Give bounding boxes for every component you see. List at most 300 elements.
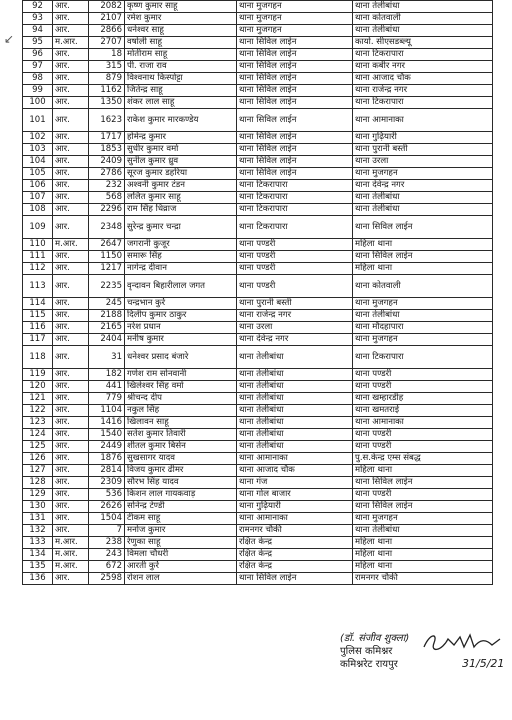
employee-name-cell: नरेश प्रधान [125, 322, 237, 334]
badge-no-cell: 2449 [89, 441, 125, 453]
rank-cell: आर. [53, 132, 89, 144]
rank-cell: आर. [53, 501, 89, 513]
serial-no-cell: 110 [23, 239, 53, 251]
new-posting-cell: थाना सिविल लाईन [353, 251, 493, 263]
serial-no-cell: 98 [23, 73, 53, 85]
employee-name-cell: मोतीराम साहू [125, 49, 237, 61]
table-row [23, 73, 493, 85]
current-posting-cell: रक्षित केन्द्र [237, 537, 353, 549]
table-row [23, 346, 493, 369]
rank-cell: आर. [53, 73, 89, 85]
table-row [23, 156, 493, 168]
employee-name-cell: धनेश्वर प्रसाद बंजारे [125, 346, 237, 369]
serial-no-cell: 94 [23, 25, 53, 37]
rank-cell: आर. [53, 156, 89, 168]
table-row [23, 49, 493, 61]
current-posting-cell: थाना तेलीबांधा [237, 346, 353, 369]
serial-no-cell: 118 [23, 346, 53, 369]
badge-no-cell: 2786 [89, 168, 125, 180]
new-posting-cell: थाना आजाद चौक [353, 73, 493, 85]
table-row [23, 25, 493, 37]
serial-no-cell: 121 [23, 393, 53, 405]
current-posting-cell: थाना उरला [237, 322, 353, 334]
badge-no-cell: 2404 [89, 334, 125, 346]
serial-no-cell: 115 [23, 310, 53, 322]
rank-cell: आर. [53, 13, 89, 25]
rank-cell: आर. [53, 441, 89, 453]
new-posting-cell: थाना मुजगहन [353, 334, 493, 346]
rank-cell: आर. [53, 489, 89, 501]
rank-cell: आर. [53, 417, 89, 429]
rank-cell: आर. [53, 49, 89, 61]
employee-name-cell: शंकर लाल साहू [125, 97, 237, 109]
new-posting-cell: थाना मुजगहन [353, 168, 493, 180]
current-posting-cell: थाना सिविल लाईन [237, 49, 353, 61]
current-posting-cell: थाना तेलीबांधा [237, 429, 353, 441]
rank-cell: आर. [53, 263, 89, 275]
rank-cell: आर. [53, 465, 89, 477]
new-posting-cell: थाना देवेन्द्र नगर [353, 180, 493, 192]
employee-name-cell: श्रीचन्द दीप [125, 393, 237, 405]
badge-no-cell: 2309 [89, 477, 125, 489]
badge-no-cell: 31 [89, 346, 125, 369]
new-posting-cell: कार्या. सीएसडब्ल्यू [353, 37, 493, 49]
table-row [23, 381, 493, 393]
rank-cell: आर. [53, 429, 89, 441]
new-posting-cell: थाना कोतवाली [353, 275, 493, 298]
new-posting-cell: थाना पण्डरी [353, 429, 493, 441]
current-posting-cell: थाना सिविल लाईन [237, 97, 353, 109]
employee-name-cell: मनोज कुमार [125, 525, 237, 537]
current-posting-cell: थाना गंज [237, 477, 353, 489]
transfer-list-document [22, 0, 492, 585]
serial-no-cell: 113 [23, 275, 53, 298]
employee-name-cell: खिलेश्वर सिंह वर्मा [125, 381, 237, 393]
table-row [23, 85, 493, 97]
table-row [23, 144, 493, 156]
current-posting-cell: थाना मुजगहन [237, 1, 353, 13]
new-posting-cell: थाना तेलीबांधा [353, 1, 493, 13]
serial-no-cell: 117 [23, 334, 53, 346]
employee-name-cell: खिलावन साहू [125, 417, 237, 429]
badge-no-cell: 2165 [89, 322, 125, 334]
badge-no-cell: 2866 [89, 25, 125, 37]
current-posting-cell: थाना पण्डरी [237, 239, 353, 251]
badge-no-cell: 2598 [89, 573, 125, 585]
rank-cell: आर. [53, 334, 89, 346]
current-posting-cell: रक्षित केन्द्र [237, 549, 353, 561]
rank-cell: आर. [53, 310, 89, 322]
current-posting-cell: थाना तेलीबांधा [237, 441, 353, 453]
badge-no-cell: 7 [89, 525, 125, 537]
new-posting-cell: थाना मौदहापारा [353, 322, 493, 334]
new-posting-cell: थाना खमतराई [353, 405, 493, 417]
serial-no-cell: 119 [23, 369, 53, 381]
table-row [23, 263, 493, 275]
serial-no-cell: 107 [23, 192, 53, 204]
employee-name-cell: मनीष कुमार [125, 334, 237, 346]
rank-cell: म.आर. [53, 561, 89, 573]
current-posting-cell: थाना टिकरापारा [237, 192, 353, 204]
rank-cell: आर. [53, 204, 89, 216]
signatory-office: कमिश्नरेट रायपुर [340, 659, 398, 670]
employee-name-cell: पी. राजा राव [125, 61, 237, 73]
employee-name-cell: वृन्दावन बिहारीलाल जगत [125, 275, 237, 298]
serial-no-cell: 112 [23, 263, 53, 275]
new-posting-cell: थाना पण्डरी [353, 369, 493, 381]
table-row [23, 489, 493, 501]
current-posting-cell: रामनगर चौकी [237, 525, 353, 537]
rank-cell: आर. [53, 61, 89, 73]
badge-no-cell: 1504 [89, 513, 125, 525]
employee-name-cell: रोशन लाल [125, 573, 237, 585]
serial-no-cell: 111 [23, 251, 53, 263]
badge-no-cell: 2409 [89, 156, 125, 168]
new-posting-cell: थाना तेलीबांधा [353, 204, 493, 216]
current-posting-cell: थाना आजाद चौक [237, 465, 353, 477]
rank-cell: आर. [53, 525, 89, 537]
employee-name-cell: ललित कुमार साहू [125, 192, 237, 204]
table-row [23, 417, 493, 429]
serial-no-cell: 101 [23, 109, 53, 132]
current-posting-cell: थाना तेलीबांधा [237, 369, 353, 381]
badge-no-cell: 2647 [89, 239, 125, 251]
serial-no-cell: 130 [23, 501, 53, 513]
current-posting-cell: थाना तेलीबांधा [237, 381, 353, 393]
table-row [23, 549, 493, 561]
rank-cell: आर. [53, 25, 89, 37]
employee-name-cell: रमेश कुमार [125, 13, 237, 25]
table-row [23, 573, 493, 585]
current-posting-cell: थाना सिविल लाईन [237, 61, 353, 73]
new-posting-cell: पु.स.केन्द्र एम्स संबद्ध [353, 453, 493, 465]
current-posting-cell: थाना सिविल लाईन [237, 573, 353, 585]
serial-no-cell: 92 [23, 1, 53, 13]
table-row [23, 537, 493, 549]
rank-cell: आर. [53, 192, 89, 204]
rank-cell: आर. [53, 144, 89, 156]
badge-no-cell: 879 [89, 73, 125, 85]
badge-no-cell: 1876 [89, 453, 125, 465]
new-posting-cell: थाना पुरानी बस्ती [353, 144, 493, 156]
current-posting-cell: थाना पुरानी बस्ती [237, 298, 353, 310]
current-posting-cell: थाना तेलीबांधा [237, 405, 353, 417]
serial-no-cell: 122 [23, 405, 53, 417]
current-posting-cell: थाना टिकरापारा [237, 216, 353, 239]
employee-name-cell: टीकम साहू [125, 513, 237, 525]
new-posting-cell: थाना तेलीबांधा [353, 192, 493, 204]
rank-cell: आर. [53, 477, 89, 489]
rank-cell: आर. [53, 405, 89, 417]
rank-cell: आर. [53, 109, 89, 132]
new-posting-cell: रामनगर चौकी [353, 573, 493, 585]
current-posting-cell: थाना देवेन्द्र नगर [237, 334, 353, 346]
transfer-table [22, 0, 493, 585]
serial-no-cell: 133 [23, 537, 53, 549]
rank-cell: आर. [53, 381, 89, 393]
signatory-designation: पुलिस कमिश्नर [340, 646, 393, 657]
new-posting-cell: थाना गुढ़ियारी [353, 132, 493, 144]
rank-cell: आर. [53, 298, 89, 310]
serial-no-cell: 116 [23, 322, 53, 334]
employee-name-cell: राम सिंह धिव्राज [125, 204, 237, 216]
current-posting-cell: थाना तेलीबांधा [237, 417, 353, 429]
current-posting-cell: थाना तेलीबांधा [237, 393, 353, 405]
table-row [23, 168, 493, 180]
margin-mark: ↙ [4, 32, 15, 46]
table-row [23, 322, 493, 334]
table-row [23, 13, 493, 25]
table-row [23, 393, 493, 405]
employee-name-cell: राकेश कुमार मारकण्डेय [125, 109, 237, 132]
current-posting-cell: थाना सिविल लाईन [237, 85, 353, 97]
current-posting-cell: थाना मुजगहन [237, 25, 353, 37]
current-posting-cell: थाना सिविल लाईन [237, 156, 353, 168]
serial-no-cell: 132 [23, 525, 53, 537]
table-row [23, 405, 493, 417]
employee-name-cell: दिलीप कुमार ठाकुर [125, 310, 237, 322]
badge-no-cell: 536 [89, 489, 125, 501]
table-row [23, 465, 493, 477]
badge-no-cell: 245 [89, 298, 125, 310]
table-row [23, 192, 493, 204]
table-row [23, 453, 493, 465]
new-posting-cell: महिला थाना [353, 263, 493, 275]
serial-no-cell: 93 [23, 13, 53, 25]
serial-no-cell: 135 [23, 561, 53, 573]
badge-no-cell: 2296 [89, 204, 125, 216]
employee-name-cell: सोनेन्द्र टेण्डी [125, 501, 237, 513]
new-posting-cell: थाना मुजगहन [353, 298, 493, 310]
employee-name-cell: सुखसागर यादव [125, 453, 237, 465]
new-posting-cell: थाना पण्डरी [353, 381, 493, 393]
employee-name-cell: रेणुका साहू [125, 537, 237, 549]
table-row [23, 477, 493, 489]
serial-no-cell: 103 [23, 144, 53, 156]
rank-cell: आर. [53, 322, 89, 334]
serial-no-cell: 126 [23, 453, 53, 465]
employee-name-cell: वर्षाली साहू [125, 37, 237, 49]
serial-no-cell: 129 [23, 489, 53, 501]
employee-name-cell: जितेन्द्र साहू [125, 85, 237, 97]
serial-no-cell: 120 [23, 381, 53, 393]
employee-name-cell: सुधीर कुमार वर्मा [125, 144, 237, 156]
badge-no-cell: 1104 [89, 405, 125, 417]
badge-no-cell: 2707 [89, 37, 125, 49]
rank-cell: आर. [53, 1, 89, 13]
badge-no-cell: 2348 [89, 216, 125, 239]
current-posting-cell: थाना राजेन्द्र नगर [237, 310, 353, 322]
table-row [23, 429, 493, 441]
rank-cell: म.आर. [53, 239, 89, 251]
rank-cell: आर. [53, 168, 89, 180]
new-posting-cell: थाना सिविल लाईन [353, 477, 493, 489]
employee-name-cell: अश्वनी कुमार टंडन [125, 180, 237, 192]
serial-no-cell: 102 [23, 132, 53, 144]
employee-name-cell: कृष्ण कुमार साहू [125, 1, 237, 13]
serial-no-cell: 106 [23, 180, 53, 192]
rank-cell: आर. [53, 393, 89, 405]
table-row [23, 298, 493, 310]
table-row [23, 513, 493, 525]
new-posting-cell: थाना उरला [353, 156, 493, 168]
rank-cell: आर. [53, 513, 89, 525]
serial-no-cell: 125 [23, 441, 53, 453]
table-row [23, 310, 493, 322]
badge-no-cell: 2626 [89, 501, 125, 513]
current-posting-cell: थाना सिविल लाईन [237, 109, 353, 132]
new-posting-cell: थाना खम्हारडीह [353, 393, 493, 405]
serial-no-cell: 123 [23, 417, 53, 429]
serial-no-cell: 114 [23, 298, 53, 310]
badge-no-cell: 315 [89, 61, 125, 73]
new-posting-cell: महिला थाना [353, 239, 493, 251]
rank-cell: आर. [53, 346, 89, 369]
signatory-name: (डॉ. संजीव शुक्ला) [340, 633, 410, 644]
rank-cell: आर. [53, 85, 89, 97]
employee-name-cell: सूरज कुमार डहरिया [125, 168, 237, 180]
current-posting-cell: थाना सिविल लाईन [237, 168, 353, 180]
employee-name-cell: किशन लाल गायकवाड़ [125, 489, 237, 501]
employee-name-cell: नकुल सिंह [125, 405, 237, 417]
new-posting-cell: थाना आमानाका [353, 109, 493, 132]
serial-no-cell: 95 [23, 37, 53, 49]
new-posting-cell: महिला थाना [353, 561, 493, 573]
badge-no-cell: 1350 [89, 97, 125, 109]
table-row [23, 441, 493, 453]
table-row [23, 275, 493, 298]
serial-no-cell: 124 [23, 429, 53, 441]
serial-no-cell: 99 [23, 85, 53, 97]
table-row [23, 1, 493, 13]
badge-no-cell: 1853 [89, 144, 125, 156]
badge-no-cell: 2814 [89, 465, 125, 477]
badge-no-cell: 1416 [89, 417, 125, 429]
new-posting-cell: थाना राजेन्द्र नगर [353, 85, 493, 97]
rank-cell: आर. [53, 573, 89, 585]
badge-no-cell: 1623 [89, 109, 125, 132]
new-posting-cell: थाना टिकरापारा [353, 49, 493, 61]
new-posting-cell: महिला थाना [353, 465, 493, 477]
table-row [23, 525, 493, 537]
serial-no-cell: 108 [23, 204, 53, 216]
table-row [23, 561, 493, 573]
serial-no-cell: 104 [23, 156, 53, 168]
serial-no-cell: 109 [23, 216, 53, 239]
badge-no-cell: 441 [89, 381, 125, 393]
table-row [23, 369, 493, 381]
badge-no-cell: 2107 [89, 13, 125, 25]
employee-name-cell: चन्द्रभान कुर्रे [125, 298, 237, 310]
current-posting-cell: थाना टिकरापारा [237, 204, 353, 216]
current-posting-cell: थाना पण्डरी [237, 263, 353, 275]
serial-no-cell: 97 [23, 61, 53, 73]
current-posting-cell: थाना पण्डरी [237, 251, 353, 263]
rank-cell: आर. [53, 180, 89, 192]
serial-no-cell: 128 [23, 477, 53, 489]
new-posting-cell: थाना टिकरापारा [353, 97, 493, 109]
employee-name-cell: गणेश राम सोनवानी [125, 369, 237, 381]
new-posting-cell: महिला थाना [353, 549, 493, 561]
employee-name-cell: होमेन्द्र कुमार [125, 132, 237, 144]
badge-no-cell: 1162 [89, 85, 125, 97]
employee-name-cell: आरती कुर्रे [125, 561, 237, 573]
badge-no-cell: 232 [89, 180, 125, 192]
current-posting-cell: थाना सिविल लाईन [237, 132, 353, 144]
employee-name-cell: सौरभ सिंह यादव [125, 477, 237, 489]
new-posting-cell: महिला थाना [353, 537, 493, 549]
badge-no-cell: 238 [89, 537, 125, 549]
rank-cell: आर. [53, 216, 89, 239]
rank-cell: आर. [53, 97, 89, 109]
employee-name-cell: विजय कुमार ढीमर [125, 465, 237, 477]
current-posting-cell: थाना सिविल लाईन [237, 144, 353, 156]
new-posting-cell: थाना पण्डरी [353, 489, 493, 501]
employee-name-cell: नागेन्द्र दीवान [125, 263, 237, 275]
serial-no-cell: 134 [23, 549, 53, 561]
table-row [23, 216, 493, 239]
new-posting-cell: थाना तेलीबांधा [353, 25, 493, 37]
rank-cell: आर. [53, 369, 89, 381]
serial-no-cell: 136 [23, 573, 53, 585]
table-row [23, 180, 493, 192]
employee-name-cell: शीतल कुमार बिसेन [125, 441, 237, 453]
current-posting-cell: थाना गुढ़ियारी [237, 501, 353, 513]
table-row [23, 239, 493, 251]
badge-no-cell: 2235 [89, 275, 125, 298]
badge-no-cell: 18 [89, 49, 125, 61]
table-row [23, 334, 493, 346]
new-posting-cell: थाना सिविल लाईन [353, 501, 493, 513]
badge-no-cell: 1717 [89, 132, 125, 144]
table-row [23, 109, 493, 132]
table-row [23, 37, 493, 49]
badge-no-cell: 1540 [89, 429, 125, 441]
serial-no-cell: 100 [23, 97, 53, 109]
new-posting-cell: थाना तेलीबांधा [353, 525, 493, 537]
current-posting-cell: थाना टिकरापारा [237, 180, 353, 192]
employee-name-cell: सतेश कुमार तिवारी [125, 429, 237, 441]
badge-no-cell: 1150 [89, 251, 125, 263]
table-row [23, 97, 493, 109]
serial-no-cell: 96 [23, 49, 53, 61]
badge-no-cell: 568 [89, 192, 125, 204]
employee-name-cell: धनेश्वर साहू [125, 25, 237, 37]
table-row [23, 61, 493, 73]
current-posting-cell: थाना आमानाका [237, 513, 353, 525]
current-posting-cell: रक्षित केन्द्र [237, 561, 353, 573]
table-row [23, 132, 493, 144]
badge-no-cell: 243 [89, 549, 125, 561]
current-posting-cell: थाना मुजगहन [237, 13, 353, 25]
rank-cell: आर. [53, 275, 89, 298]
new-posting-cell: थाना टिकरापारा [353, 346, 493, 369]
employee-name-cell: विमला चौधरी [125, 549, 237, 561]
employee-name-cell: सुरेन्द्र कुमार चन्द्रा [125, 216, 237, 239]
employee-name-cell: सुनील कुमार ध्रुव [125, 156, 237, 168]
new-posting-cell: थाना पण्डरी [353, 441, 493, 453]
table-row [23, 204, 493, 216]
new-posting-cell: थाना कबीर नगर [353, 61, 493, 73]
rank-cell: आर. [53, 251, 89, 263]
rank-cell: म.आर. [53, 537, 89, 549]
rank-cell: म.आर. [53, 549, 89, 561]
badge-no-cell: 1217 [89, 263, 125, 275]
current-posting-cell: थाना सिविल लाईन [237, 73, 353, 85]
table-row [23, 501, 493, 513]
signature-date: 31/5/21 [462, 657, 505, 670]
serial-no-cell: 131 [23, 513, 53, 525]
